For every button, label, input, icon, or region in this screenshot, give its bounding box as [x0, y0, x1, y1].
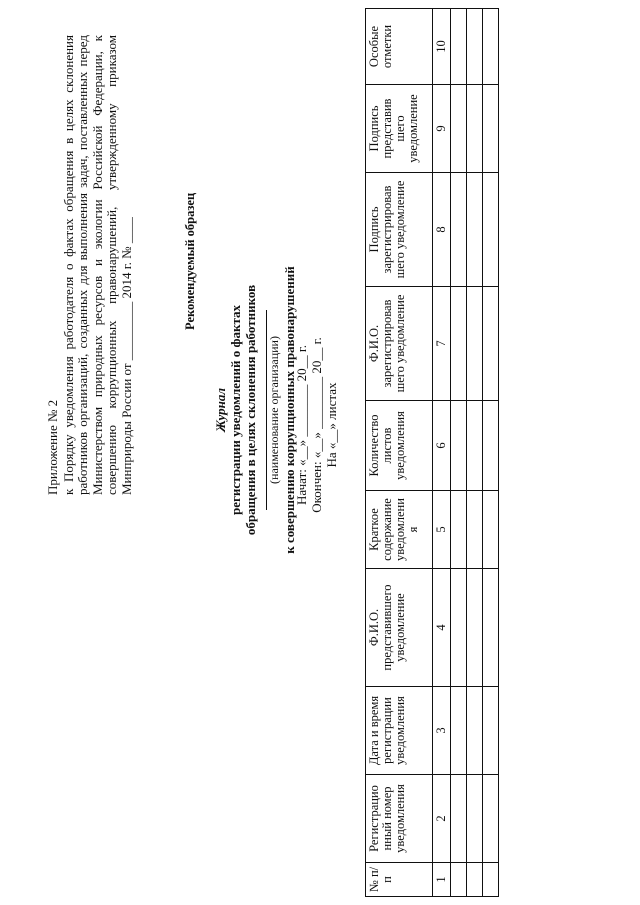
table-header-row: [366, 9, 433, 897]
column-header: Дата и время регистрации уведомления: [366, 687, 433, 775]
column-number: 3: [433, 687, 451, 775]
date-ended: Окончен: «__» ________ 20__ г.: [309, 337, 324, 513]
annex-block: [46, 35, 134, 495]
column-number: 8: [433, 173, 451, 287]
column-number: 2: [433, 775, 451, 863]
table-cell: [467, 9, 483, 85]
table-cell: [451, 85, 467, 173]
table-cell: [483, 173, 499, 287]
table-cell: [451, 863, 467, 897]
sheet-count: На «__» листах: [324, 382, 339, 468]
table-cell: [451, 401, 467, 491]
table-cell: [467, 863, 483, 897]
column-number: 6: [433, 401, 451, 491]
column-number: 4: [433, 569, 451, 687]
column-header: Ф.И.О. зарегистрировав шего уведомление: [366, 287, 433, 401]
column-header: Количество листов уведомления: [366, 401, 433, 491]
table-number-row: [433, 9, 451, 897]
journal-subtitle-line-2: обращения в целях склонения работников: [243, 284, 258, 536]
column-number: 9: [433, 85, 451, 173]
table-cell: [451, 9, 467, 85]
column-header: Регистрацио нный номер уведомления: [366, 775, 433, 863]
corruption-line: к совершению коррупционных правонарушений: [282, 266, 297, 554]
annex-body: к Порядку уведомления работодателя о фактах обращения в целях склонения работников организаций, созданных для выполнения задач, поставленных перед Министерством природных ресурсов и экологии Российской Федерации, к совершению коррупционных правонарушений, утвержденному приказом Минприроды России от _________ 2014 г. № ____: [60, 35, 134, 495]
table-cell: [451, 569, 467, 687]
column-header: № п/п: [366, 863, 433, 897]
table-cell: [451, 687, 467, 775]
recommended-sample-label: Рекомендуемый образец: [183, 192, 197, 330]
column-number: 1: [433, 863, 451, 897]
table-cell: [483, 85, 499, 173]
table-cell: [483, 9, 499, 85]
table-cell: [451, 287, 467, 401]
table-row: [451, 9, 467, 897]
column-header: Подпись зарегистрировав шего уведомление: [366, 173, 433, 287]
column-header: Особые отметки: [366, 9, 433, 85]
column-header: Ф.И.О. представившего уведомление: [366, 569, 433, 687]
table-cell: [467, 173, 483, 287]
column-number: 5: [433, 491, 451, 569]
column-number: 10: [433, 9, 451, 85]
table-cell: [467, 401, 483, 491]
table-cell: [483, 401, 499, 491]
column-number: 7: [433, 287, 451, 401]
journal-subtitle-line-1: регистрации уведомлений о фактах: [228, 304, 243, 516]
table-cell: [467, 287, 483, 401]
table-cell: [483, 491, 499, 569]
column-header: Подпись представив шего уведомление: [366, 85, 433, 173]
table-cell: [467, 569, 483, 687]
table-row: [483, 9, 499, 897]
journal-heading: [213, 250, 297, 570]
table-cell: [483, 775, 499, 863]
organization-caption: (наименование организации): [267, 336, 281, 484]
table-cell: [483, 687, 499, 775]
table-cell: [483, 569, 499, 687]
table-cell: [451, 775, 467, 863]
table-cell: [467, 85, 483, 173]
journal-dates: [294, 300, 339, 550]
table-cell: [467, 687, 483, 775]
date-started: Начат: «__» ________ 20__ г.: [294, 344, 309, 506]
annex-title: Приложение № 2: [45, 399, 60, 495]
column-header: Краткое содержание уведомлени я: [366, 491, 433, 569]
table-cell: [483, 863, 499, 897]
table-cell: [451, 491, 467, 569]
table-row: [467, 9, 483, 897]
table-cell: [467, 775, 483, 863]
table-cell: [451, 173, 467, 287]
table-cell: [467, 491, 483, 569]
registration-table: [365, 8, 499, 897]
table-cell: [483, 287, 499, 401]
journal-title: Журнал: [213, 387, 228, 433]
